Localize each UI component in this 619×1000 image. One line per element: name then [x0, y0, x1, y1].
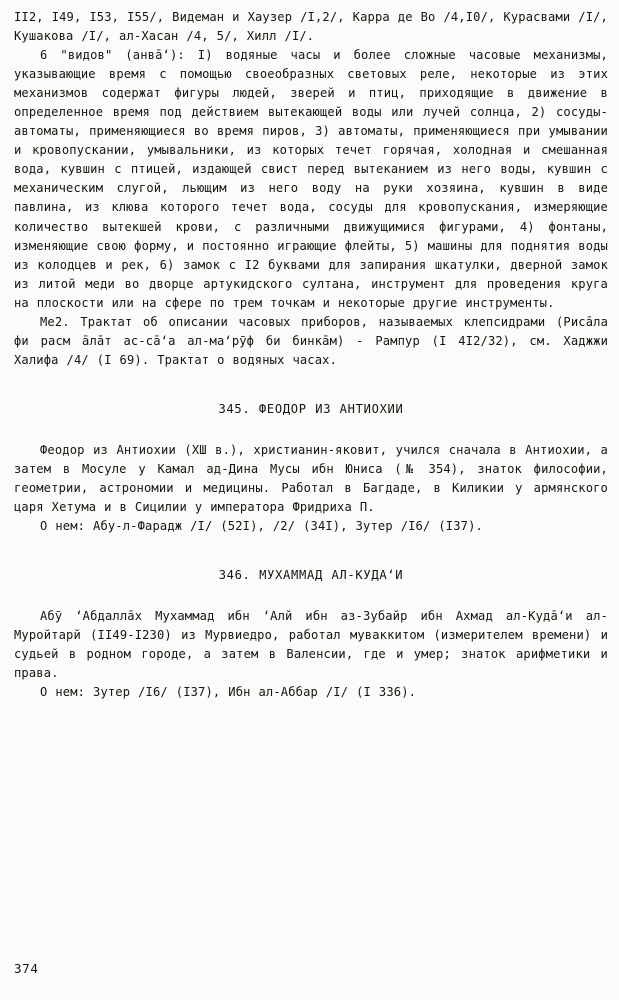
section-346-note: О нем: Зутер /I6/ (I37), Ибн ал-Аббар /I/ (I 336).: [40, 685, 417, 700]
spacer: [14, 419, 608, 441]
section-heading-345: 345. ФЕОДОР ИЗ АНТИОХИИ: [218, 401, 404, 416]
section-346-body: Абӯ ‘Абдаллāх Мухаммад ибн ‘Алй ибн аз-Зубайр ибн Ахмад ал-Кудā‘и ал-Муройтарй (II49-I230) из Мурвиедро, работал муваккитом (измерителем времени) и судьей в родном городе, а затем в Валенсии, где и умер; знаток арифметики и права.: [14, 609, 608, 681]
section-heading-346: 346. МУХАММАД АЛ-КУДА‘И: [218, 568, 404, 583]
page-number: 374: [14, 961, 39, 976]
spacer: [14, 370, 608, 400]
spacer: [14, 536, 608, 566]
page-content: [14, 8, 608, 702]
paragraph-me2: Ме2. Трактат об описании часовых приборов, называемых клепсидрами (Рисāла фи расм āлāт ас-сā‘а ал-ма‘рӯф би бинкāм) - Рампур (I 4I2/32), см. Хаджжи Халифа /4/ (I 69). Трактат о водяных часах.: [14, 314, 608, 367]
section-345-body: Феодор из Антиохии (ХШ в.), христианин-яковит, учился сначала в Антиохии, а затем в Мосуле у Камал ад-Дина Мусы ибн Юниса (№ 354), знаток философии, геометрии, астрономии и медицины. Работал в Багдаде, в Киликии у армянского царя Хетума и в Сицилии у императора Фридриха П.: [14, 442, 608, 515]
references-line: II2, I49, I53, I55/, Видеман и Хаузер /I,2/, Карра де Во /4,I0/, Курасвами /I/, Кушакова /I/, ал-Хасан /4, 5/, Хилл /I/.: [14, 10, 608, 44]
paragraph-vidov: 6 "видов" (анвā‘): I) водяные часы и более сложные часовые механизмы, указывающие время с помощью своеобразных световых реле, некоторые из этих механизмов содержат фигуры людей, зверей и птиц, приходящие в движение в определенное время под действием вытекающей воды или лучей солнца, 2) сосуды-автоматы, применяющиеся во время пиров, 3) автоматы, применяющиеся при умывании и кровопускании, умывальники, из которых течет горячая, холодная и смешанная вода, кувшин с птицей, издающей свист перед вытеканием из него воды, кувшин с механическим слугой, льющим из него воду на руки хозяина, кувшин в виде павлина, из клюва которого течет вода, сосуды для кровопускания, измеряющие количество вытекшей крови, с различными движущимися фигурами, 4) фонтаны, изменяющие свою форму, и постоянно играющие флейты, 5) машины для поднятия воды из колодцев и рек, 6) замок с I2 буквами для запирания шкатулки, дверной замок из литой меди во дворце артукидского султана, инструмент для проведения круга на плоскости или на сфере по трем точкам и некоторые другие инструменты.: [14, 48, 608, 310]
section-345-note: О нем: Абу-л-Фарадж /I/ (52I), /2/ (34I), Зутер /I6/ (I37).: [40, 519, 483, 534]
spacer: [14, 585, 608, 607]
